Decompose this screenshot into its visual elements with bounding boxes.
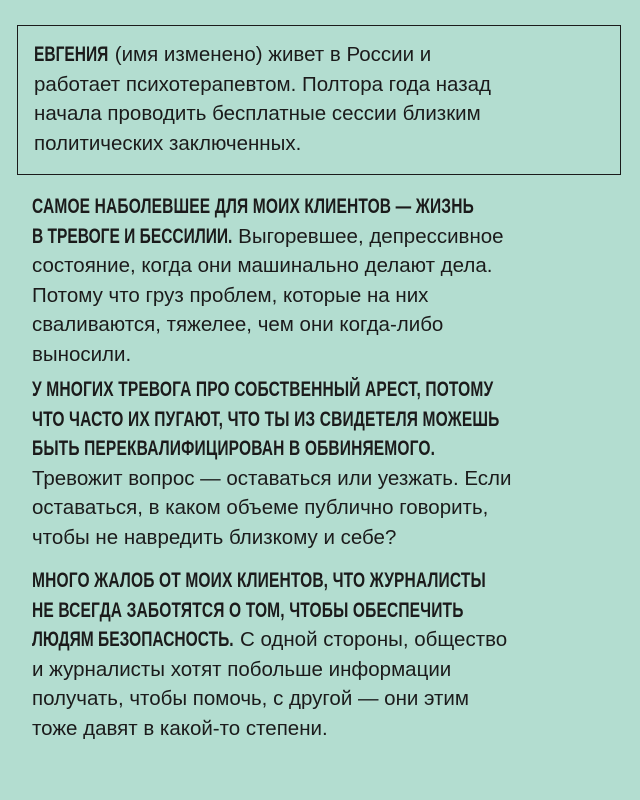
p3-bold-line-1: МНОГО ЖАЛОБ ОТ МОИХ КЛИЕНТОВ, ЧТО ЖУРНАЛИСТЫ xyxy=(32,569,486,592)
paragraph-1 xyxy=(32,192,622,369)
p2-bold-line-2: ЧТО ЧАСТО ИХ ПУГАЮТ, ЧТО ТЫ ИЗ СВИДЕТЕЛЯ МОЖЕШЬ xyxy=(32,407,500,431)
intro-text-1: (имя изменено) живет в России и xyxy=(114,43,432,66)
p1-line-4: Потому что груз проблем, которые на них xyxy=(32,283,429,307)
p1-bold-line-2: В ТРЕВОГЕ И БЕССИЛИИ. xyxy=(32,224,233,248)
p1-line-2 xyxy=(32,222,622,252)
intro-name: ЕВГЕНИЯ xyxy=(34,43,109,66)
p1-line-3: состояние, когда они машинально делают дела. xyxy=(32,254,493,277)
paragraph-2 xyxy=(32,375,622,552)
p2-line-5: оставаться, в каком объеме публично говорить, xyxy=(32,496,489,519)
p3-line-4: и журналисты хотят побольше информации xyxy=(32,657,452,681)
p3-line-3 xyxy=(32,625,622,655)
intro-line-4: политических заключенных. xyxy=(34,131,302,155)
p1-line-5: сваливаются, тяжелее, чем они когда-либо xyxy=(32,313,444,336)
p3-line-6: тоже давят в какой-то степени. xyxy=(32,716,328,740)
intro-line-1 xyxy=(34,40,604,70)
p3-line-5: получать, чтобы помочь, с другой — они этим xyxy=(32,687,469,710)
p3-bold-line-2: НЕ ВСЕГДА ЗАБОТЯТСЯ О ТОМ, ЧТОБЫ ОБЕСПЕЧИТЬ xyxy=(32,598,464,622)
intro-line-3: начала проводить бесплатные сессии близким xyxy=(34,102,481,125)
p1-bold-line-1: САМОЕ НАБОЛЕВШЕЕ ДЛЯ МОИХ КЛИЕНТОВ — ЖИЗНЬ xyxy=(32,195,474,218)
intro-box xyxy=(17,25,621,175)
paragraph-3 xyxy=(32,566,622,743)
intro-line-2: работает психотерапевтом. Полтора года назад xyxy=(34,72,491,96)
p2-bold-line-1: У МНОГИХ ТРЕВОГА ПРО СОБСТВЕННЫЙ АРЕСТ, ПОТОМУ xyxy=(32,378,494,401)
p1-text-line-2: Выгоревшее, депрессивное xyxy=(238,224,504,248)
p2-line-4: Тревожит вопрос — оставаться или уезжать. Если xyxy=(32,466,512,490)
p3-bold-line-3: ЛЮДЯМ БЕЗОПАСНОСТЬ. xyxy=(32,628,234,651)
p2-line-6: чтобы не навредить близкому и себе? xyxy=(32,525,397,549)
p1-line-6: выносили. xyxy=(32,342,132,366)
p2-bold-line-3: БЫТЬ ПЕРЕКВАЛИФИЦИРОВАН В ОБВИНЯЕМОГО. xyxy=(32,437,436,460)
p3-text-line-3: С одной стороны, общество xyxy=(239,628,508,651)
